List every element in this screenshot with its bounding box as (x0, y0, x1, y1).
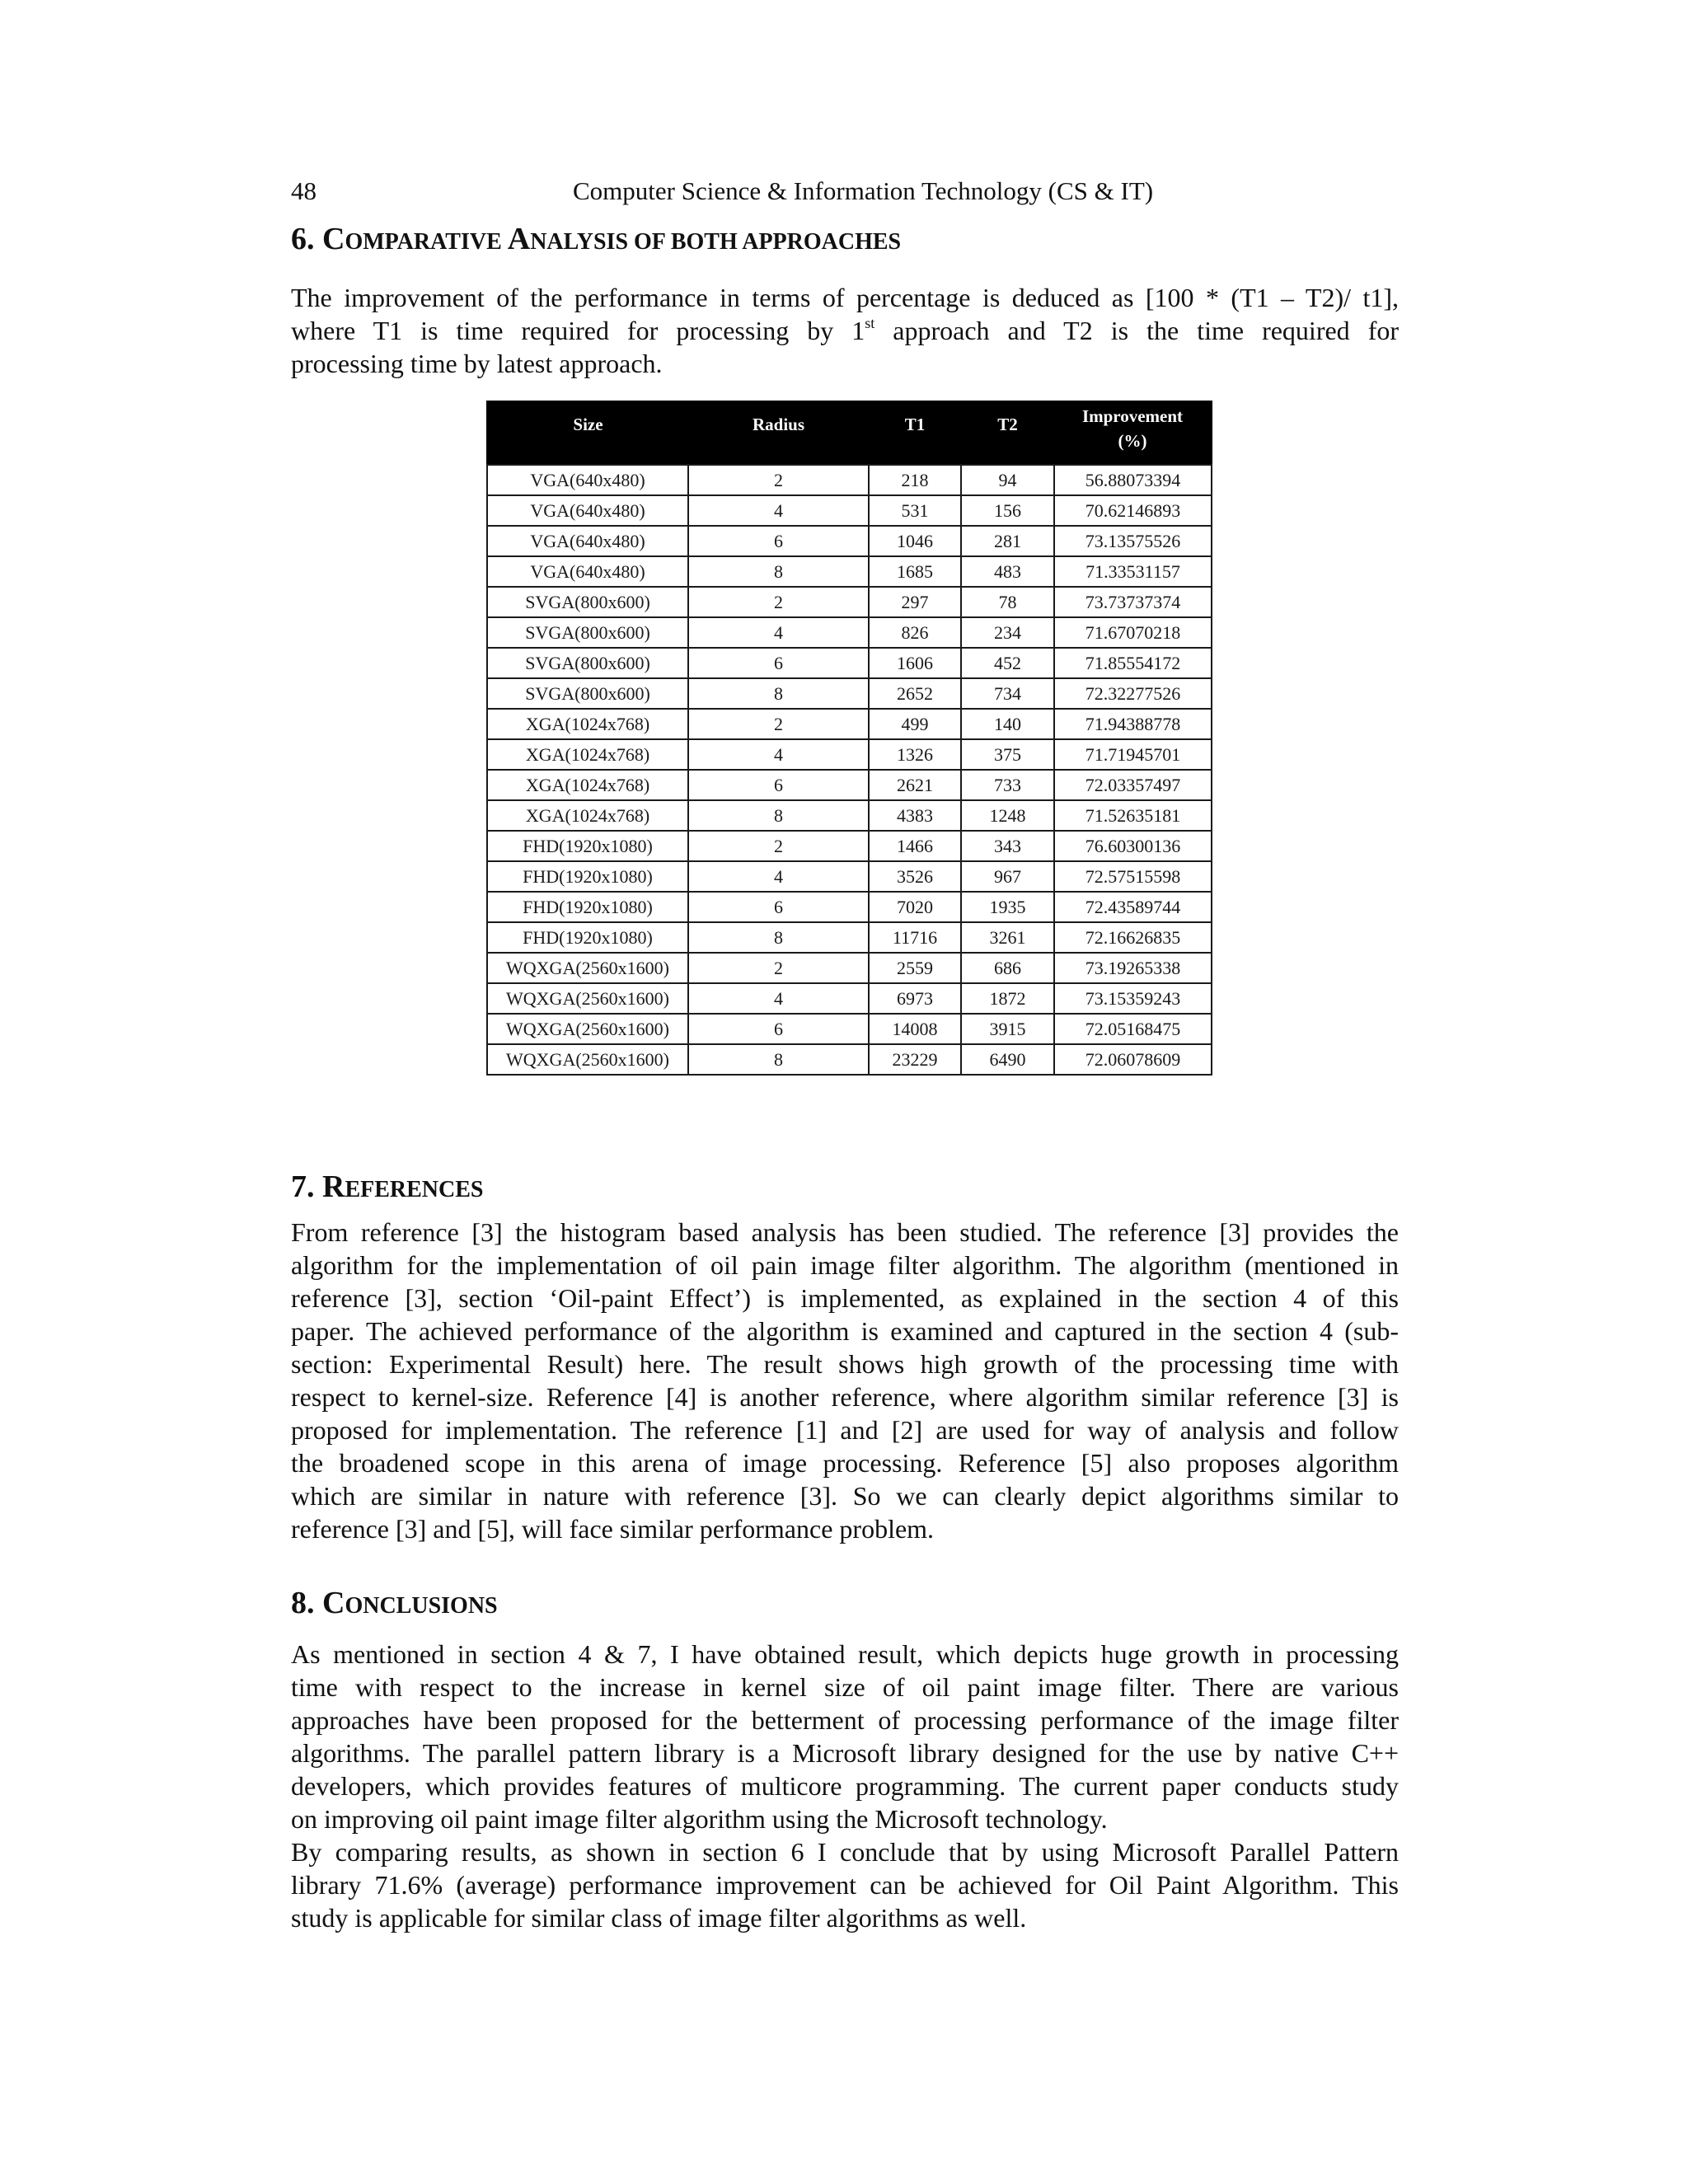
table-row (487, 465, 1212, 495)
paragraph-line: algorithm for the implementation of oil pain image filter algorithm. The algorithm (mentioned in (291, 1250, 1399, 1280)
cell-t1: 7020 (869, 892, 961, 922)
cell-t2: 734 (961, 678, 1054, 709)
cell-t2: 967 (961, 861, 1054, 892)
table-row (487, 831, 1212, 861)
cell-radius: 2 (688, 465, 869, 495)
cell-size: SVGA(800x600) (487, 617, 688, 648)
table-row (487, 495, 1212, 526)
table-row (487, 587, 1212, 617)
cell-t2: 686 (961, 953, 1054, 983)
table-row (487, 861, 1212, 892)
cell-t1: 1046 (869, 526, 961, 556)
table-row (487, 709, 1212, 739)
paragraph-line: developers, which provides features of multicore programming. The current paper conducts study (291, 1771, 1399, 1801)
cell-improvement: 72.03357497 (1054, 770, 1212, 800)
cell-improvement: 76.60300136 (1054, 831, 1212, 861)
cell-improvement: 73.15359243 (1054, 983, 1212, 1014)
journal-title: Computer Science & Information Technology (CS & IT) (573, 176, 1154, 205)
page-number: 48 (291, 176, 316, 205)
cell-t2: 452 (961, 648, 1054, 678)
cell-improvement: 73.73737374 (1054, 587, 1212, 617)
table-row (487, 983, 1212, 1014)
cell-radius: 6 (688, 648, 869, 678)
cell-t2: 140 (961, 709, 1054, 739)
cell-t2: 3915 (961, 1014, 1054, 1044)
paragraph-line: reference [3], section ‘Oil-paint Effect’) is implemented, as explained in the section 4 of this (291, 1283, 1399, 1313)
section-heading-comparative-analysis (291, 221, 901, 260)
cell-improvement: 73.13575526 (1054, 526, 1212, 556)
cell-t1: 3526 (869, 861, 961, 892)
table-row (487, 617, 1212, 648)
cell-t1: 2652 (869, 678, 961, 709)
paragraph-line: study is applicable for similar class of image filter algorithms as well. (291, 1903, 1027, 1933)
paragraph-line: reference [3] and [5], will face similar performance problem. (291, 1514, 935, 1544)
cell-radius: 4 (688, 861, 869, 892)
table-row (487, 556, 1212, 587)
cell-improvement: 56.88073394 (1054, 465, 1212, 495)
cell-size: FHD(1920x1080) (487, 831, 688, 861)
cell-radius: 2 (688, 587, 869, 617)
cell-t2: 1872 (961, 983, 1054, 1014)
cell-improvement: 72.16626835 (1054, 922, 1212, 953)
paragraph-line: the broadened scope in this arena of image processing. Reference [5] also proposes algorithm (291, 1448, 1399, 1478)
cell-radius: 8 (688, 922, 869, 953)
cell-t2: 343 (961, 831, 1054, 861)
table-row (487, 770, 1212, 800)
paragraph-line: approaches have been proposed for the betterment of processing performance of the image filter (291, 1705, 1399, 1735)
table-header-row (487, 401, 1212, 465)
cell-radius: 2 (688, 953, 869, 983)
cell-radius: 6 (688, 770, 869, 800)
cell-t1: 1606 (869, 648, 961, 678)
table-row (487, 526, 1212, 556)
cell-size: WQXGA(2560x1600) (487, 1044, 688, 1075)
cell-improvement: 72.05168475 (1054, 1014, 1212, 1044)
section-number: 6. (291, 222, 322, 256)
section-heading-conclusions (291, 1585, 498, 1624)
heading-cap: C (322, 222, 345, 256)
cell-t2: 94 (961, 465, 1054, 495)
cell-t2: 483 (961, 556, 1054, 587)
cell-radius: 8 (688, 678, 869, 709)
cell-t1: 11716 (869, 922, 961, 953)
cell-size: XGA(1024x768) (487, 709, 688, 739)
paragraph-line: processing time by latest approach. (291, 349, 663, 378)
cell-size: SVGA(800x600) (487, 678, 688, 709)
cell-t1: 1685 (869, 556, 961, 587)
paragraph-line: proposed for implementation. The reference [1] and [2] are used for way of analysis and follow (291, 1415, 1399, 1445)
paragraph-line: As mentioned in section 4 & 7, I have obtained result, which depicts huge growth in processing (291, 1639, 1399, 1669)
cell-t1: 2559 (869, 953, 961, 983)
cell-t2: 1935 (961, 892, 1054, 922)
cell-radius: 6 (688, 1014, 869, 1044)
table-row (487, 648, 1212, 678)
cell-improvement: 72.43589744 (1054, 892, 1212, 922)
cell-size: VGA(640x480) (487, 465, 688, 495)
section-number: 8. (291, 1586, 322, 1620)
cell-t1: 499 (869, 709, 961, 739)
paragraph-line: paper. The achieved performance of the algorithm is examined and captured in the section 4 (sub- (291, 1316, 1399, 1346)
cell-t2: 733 (961, 770, 1054, 800)
column-header-radius: Radius (688, 401, 869, 465)
table-row (487, 892, 1212, 922)
cell-t1: 826 (869, 617, 961, 648)
paragraph-line (291, 314, 1399, 347)
cell-radius: 4 (688, 617, 869, 648)
cell-radius: 8 (688, 800, 869, 831)
cell-t1: 297 (869, 587, 961, 617)
cell-t1: 218 (869, 465, 961, 495)
paragraph-line: library 71.6% (average) performance improvement can be achieved for Oil Paint Algorithm. This (291, 1870, 1399, 1900)
cell-size: WQXGA(2560x1600) (487, 1014, 688, 1044)
cell-size: FHD(1920x1080) (487, 892, 688, 922)
paragraph-line: The improvement of the performance in terms of percentage is deduced as [100 * (T1 – T2)/ t1], (291, 283, 1399, 312)
heading-cap: A (507, 222, 531, 256)
cell-t1: 1466 (869, 831, 961, 861)
cell-improvement: 72.06078609 (1054, 1044, 1212, 1075)
cell-t2: 234 (961, 617, 1054, 648)
cell-size: WQXGA(2560x1600) (487, 953, 688, 983)
paragraph-line: section: Experimental Result) here. The result shows high growth of the processing time with (291, 1349, 1399, 1379)
cell-t1: 2621 (869, 770, 961, 800)
cell-radius: 8 (688, 1044, 869, 1075)
paragraph-line: on improving oil paint image filter algorithm using the Microsoft technology. (291, 1804, 1108, 1834)
column-header-t2: T2 (961, 401, 1054, 465)
cell-improvement: 72.57515598 (1054, 861, 1212, 892)
cell-t1: 23229 (869, 1044, 961, 1075)
cell-improvement: 71.67070218 (1054, 617, 1212, 648)
cell-radius: 4 (688, 739, 869, 770)
cell-improvement: 72.32277526 (1054, 678, 1212, 709)
cell-t2: 281 (961, 526, 1054, 556)
cell-radius: 4 (688, 983, 869, 1014)
table-row (487, 800, 1212, 831)
cell-radius: 6 (688, 526, 869, 556)
cell-improvement: 71.71945701 (1054, 739, 1212, 770)
table-row (487, 1014, 1212, 1044)
cell-size: XGA(1024x768) (487, 739, 688, 770)
cell-t2: 78 (961, 587, 1054, 617)
cell-radius: 4 (688, 495, 869, 526)
heading-smallcaps: OMPARATIVE (345, 229, 508, 255)
paragraph-line: time with respect to the increase in kernel size of oil paint image filter. There are various (291, 1672, 1399, 1702)
column-header-improvement: Improvement (%) (1054, 401, 1212, 465)
cell-t1: 531 (869, 495, 961, 526)
cell-t2: 156 (961, 495, 1054, 526)
running-header (291, 175, 1399, 208)
heading-cap: R (322, 1169, 345, 1204)
superscript: st (865, 315, 875, 331)
cell-radius: 2 (688, 831, 869, 861)
conclusions-paragraph (291, 1638, 1399, 1934)
paragraph-line: From reference [3] the histogram based analysis has been studied. The reference [3] provides the (291, 1217, 1399, 1247)
heading-smallcaps: ONCLUSIONS (345, 1593, 498, 1619)
cell-size: FHD(1920x1080) (487, 922, 688, 953)
cell-radius: 6 (688, 892, 869, 922)
cell-t2: 3261 (961, 922, 1054, 953)
cell-improvement: 71.94388778 (1054, 709, 1212, 739)
cell-t2: 6490 (961, 1044, 1054, 1075)
cell-size: XGA(1024x768) (487, 800, 688, 831)
table-body (487, 465, 1212, 1075)
cell-size: FHD(1920x1080) (487, 861, 688, 892)
cell-size: SVGA(800x600) (487, 587, 688, 617)
cell-size: XGA(1024x768) (487, 770, 688, 800)
paragraph-line: By comparing results, as shown in section 6 I conclude that by using Microsoft Parallel Pattern (291, 1837, 1399, 1867)
heading-smallcaps: EFERENCES (345, 1177, 484, 1202)
cell-improvement: 71.85554172 (1054, 648, 1212, 678)
heading-smallcaps: NALYSIS OF BOTH APPROACHES (530, 229, 902, 255)
cell-radius: 2 (688, 709, 869, 739)
section-number: 7. (291, 1169, 322, 1204)
line-text: where T1 is time required for processing by 1 (291, 316, 865, 345)
results-table (486, 401, 1212, 1076)
cell-improvement: 71.33531157 (1054, 556, 1212, 587)
paragraph-line: respect to kernel-size. Reference [4] is another reference, where algorithm similar reference [3] is (291, 1382, 1399, 1412)
table-row (487, 922, 1212, 953)
paragraph-line: algorithms. The parallel pattern library is a Microsoft library designed for the use by native C++ (291, 1738, 1399, 1768)
cell-t2: 375 (961, 739, 1054, 770)
table-row (487, 739, 1212, 770)
column-header-size: Size (487, 401, 688, 465)
cell-size: SVGA(800x600) (487, 648, 688, 678)
cell-radius: 8 (688, 556, 869, 587)
cell-size: VGA(640x480) (487, 495, 688, 526)
cell-improvement: 70.62146893 (1054, 495, 1212, 526)
table-row (487, 953, 1212, 983)
line-text: approach and T2 is the time required for (874, 316, 1399, 345)
heading-cap: C (322, 1586, 345, 1620)
references-paragraph (291, 1216, 1399, 1545)
section6-paragraph (291, 281, 1399, 380)
table-row (487, 1044, 1212, 1075)
section-heading-references (291, 1169, 484, 1208)
cell-size: VGA(640x480) (487, 556, 688, 587)
table-row (487, 678, 1212, 709)
cell-improvement: 71.52635181 (1054, 800, 1212, 831)
cell-t1: 4383 (869, 800, 961, 831)
cell-t1: 6973 (869, 983, 961, 1014)
cell-size: WQXGA(2560x1600) (487, 983, 688, 1014)
cell-improvement: 73.19265338 (1054, 953, 1212, 983)
cell-t2: 1248 (961, 800, 1054, 831)
column-header-t1: T1 (869, 401, 961, 465)
paragraph-line: which are similar in nature with reference [3]. So we can clearly depict algorithms similar to (291, 1481, 1399, 1511)
cell-size: VGA(640x480) (487, 526, 688, 556)
cell-t1: 14008 (869, 1014, 961, 1044)
cell-t1: 1326 (869, 739, 961, 770)
